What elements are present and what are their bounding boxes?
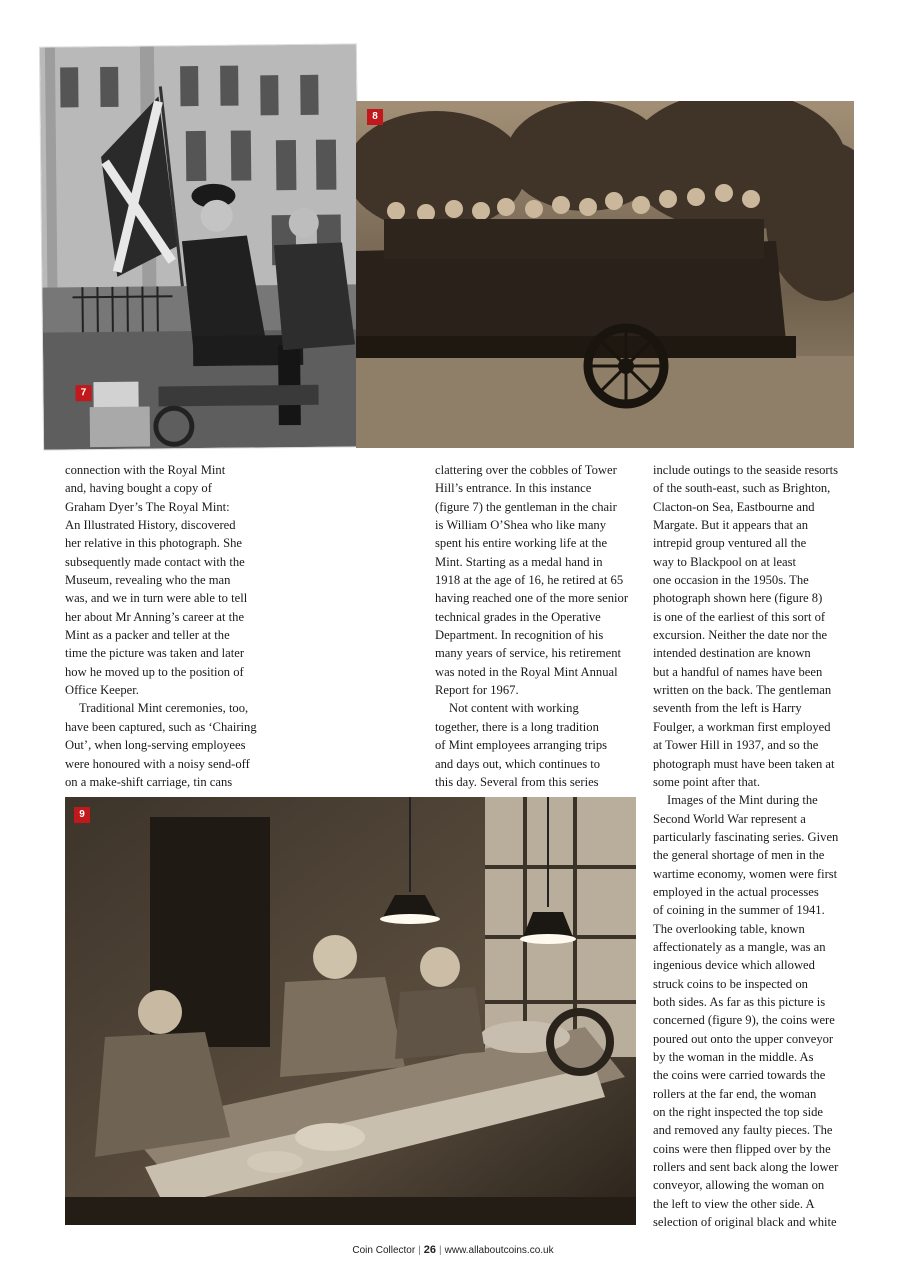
text-line: rollers at the far end, the woman bbox=[653, 1086, 817, 1101]
text-line: Report for 1967. bbox=[435, 683, 519, 698]
text-line: of coining in the summer of 1941. bbox=[653, 903, 825, 918]
text-line: include outings to the seaside resorts bbox=[653, 463, 839, 477]
text-line: way to Blackpool on at least bbox=[653, 554, 797, 569]
text-line: clattering over the cobbles of Tower bbox=[435, 463, 617, 477]
text-line: subsequently made contact with the bbox=[65, 554, 245, 569]
paragraph bbox=[65, 699, 270, 791]
text-line: how he moved up to the position of bbox=[65, 664, 244, 679]
text-line: photograph must have been taken at bbox=[653, 756, 835, 771]
paragraph bbox=[435, 699, 640, 791]
text-line: Graham Dyer’s The Royal Mint: bbox=[65, 499, 230, 514]
text-line: photograph shown here (figure 8) bbox=[653, 591, 823, 606]
text-line: Clacton-on Sea, Eastbourne and bbox=[653, 499, 815, 514]
coin-inspection-photo-image bbox=[65, 797, 636, 1225]
text-line: and removed any faulty pieces. The bbox=[653, 1123, 833, 1138]
text-line: rollers and sent back along the lower bbox=[653, 1160, 839, 1175]
text-line: particularly fascinating series. Given bbox=[653, 829, 839, 844]
text-line: both sides. As far as this picture is bbox=[653, 994, 826, 1009]
text-line: excursion. Neither the date nor the bbox=[653, 628, 828, 643]
text-line: is William O’Shea who like many bbox=[435, 518, 606, 533]
figure-7-photo bbox=[40, 44, 360, 449]
magazine-name: Coin Collector bbox=[352, 1245, 416, 1256]
text-line: were honoured with a noisy send-off bbox=[65, 756, 250, 771]
text-line: connection with the Royal Mint bbox=[65, 463, 226, 477]
text-line: poured out onto the upper conveyor bbox=[653, 1031, 834, 1046]
text-line: Second World War represent a bbox=[653, 811, 806, 826]
page-number: 26 bbox=[423, 1244, 437, 1256]
body-column-1 bbox=[65, 461, 270, 791]
text-line: is one of the earliest of this sort of bbox=[653, 609, 826, 624]
text-line: struck coins to be inspected on bbox=[653, 976, 808, 991]
paragraph bbox=[435, 461, 640, 699]
text-line: the general shortage of men in the bbox=[653, 848, 825, 863]
text-line: by the woman in the middle. As bbox=[653, 1050, 814, 1064]
text-line: Mint as a packer and teller at the bbox=[65, 628, 230, 643]
text-line: and days out, which continues to bbox=[435, 756, 601, 771]
text-line: on the right inspected the top side bbox=[653, 1105, 823, 1120]
text-line: technical grades in the Operative bbox=[435, 609, 601, 624]
body-column-3 bbox=[653, 461, 857, 1231]
text-line: The overlooking table, known bbox=[653, 921, 805, 936]
text-line: but a handful of names have been bbox=[653, 664, 823, 679]
text-line: was, and we in turn were able to tell bbox=[65, 591, 248, 606]
text-line: spent his entire working life at the bbox=[435, 536, 608, 551]
text-line: affectionately as a mangle, was an bbox=[653, 939, 826, 954]
figure-8-photo bbox=[356, 101, 854, 448]
text-line: of the south-east, such as Brighton, bbox=[653, 481, 831, 496]
paragraph bbox=[653, 461, 857, 791]
text-line: wartime economy, women were first bbox=[653, 866, 838, 881]
text-line: have been captured, such as ‘Chairing bbox=[65, 719, 257, 734]
text-line: one occasion in the 1950s. The bbox=[653, 573, 809, 588]
text-line: Museum, revealing who the man bbox=[65, 573, 231, 588]
text-line: the coins were carried towards the bbox=[653, 1068, 826, 1083]
text-line: Mint. Starting as a medal hand in bbox=[435, 554, 603, 569]
text-line: ingenious device which allowed bbox=[653, 958, 815, 973]
text-line: Department. In recognition of his bbox=[435, 628, 604, 643]
text-line: (figure 7) the gentleman in the chair bbox=[435, 499, 617, 514]
text-line: many years of service, his retirement bbox=[435, 646, 622, 661]
text-line: selection of original black and white bbox=[653, 1215, 837, 1230]
paragraph bbox=[65, 461, 270, 699]
figure-8-badge: 8 bbox=[367, 109, 383, 125]
body-column-2 bbox=[435, 461, 640, 791]
text-line: conveyor, allowing the woman on bbox=[653, 1178, 825, 1193]
figure-9-badge: 9 bbox=[74, 807, 90, 823]
text-line: together, there is a long tradition bbox=[435, 719, 599, 734]
text-line: Images of the Mint during the bbox=[667, 793, 818, 808]
footer-separator: | bbox=[439, 1245, 442, 1256]
text-line: concerned (figure 9), the coins were bbox=[653, 1013, 835, 1028]
text-line: time the picture was taken and later bbox=[65, 646, 245, 661]
website-link[interactable]: www.allaboutcoins.co.uk bbox=[444, 1245, 554, 1256]
figure-7-badge: 7 bbox=[75, 385, 91, 401]
text-line: her about Mr Anning’s career at the bbox=[65, 609, 245, 624]
text-line: Margate. But it appears that an bbox=[653, 518, 809, 533]
text-line: and, having bought a copy of bbox=[65, 481, 212, 496]
text-line: of Mint employees arranging trips bbox=[435, 738, 608, 753]
paragraph bbox=[653, 791, 857, 1231]
text-line: at Tower Hill in 1937, and so the bbox=[653, 738, 819, 753]
text-line: intrepid group ventured all the bbox=[653, 536, 807, 551]
text-line: 1918 at the age of 16, he retired at 65 bbox=[435, 573, 624, 588]
footer-separator: | bbox=[418, 1245, 421, 1256]
text-line: An Illustrated History, discovered bbox=[65, 518, 236, 533]
text-line: employed in the actual processes bbox=[653, 884, 819, 899]
text-line: coins were then flipped over by the bbox=[653, 1141, 831, 1156]
text-line: seventh from the left is Harry bbox=[653, 701, 802, 716]
page-footer bbox=[0, 1244, 906, 1256]
charabanc-outing-photo-image bbox=[356, 101, 854, 448]
figure-9-photo bbox=[65, 797, 636, 1225]
text-line: her relative in this photograph. She bbox=[65, 536, 242, 551]
text-line: Office Keeper. bbox=[65, 683, 139, 698]
text-line: Hill’s entrance. In this instance bbox=[435, 481, 592, 496]
text-line: was noted in the Royal Mint Annual bbox=[435, 664, 618, 679]
text-line: Out’, when long-serving employees bbox=[65, 738, 246, 753]
text-line: Not content with working bbox=[449, 701, 579, 716]
text-line: written on the back. The gentleman bbox=[653, 683, 832, 698]
text-line: this day. Several from this series bbox=[435, 774, 599, 789]
text-line: some point after that. bbox=[653, 774, 761, 789]
text-line: having reached one of the more senior bbox=[435, 591, 629, 606]
text-line: the left to view the other side. A bbox=[653, 1196, 815, 1211]
text-line: Traditional Mint ceremonies, too, bbox=[79, 701, 249, 716]
text-line: on a make-shift carriage, tin cans bbox=[65, 774, 233, 789]
text-line: intended destination are known bbox=[653, 646, 811, 661]
text-line: Foulger, a workman first employed bbox=[653, 719, 831, 734]
